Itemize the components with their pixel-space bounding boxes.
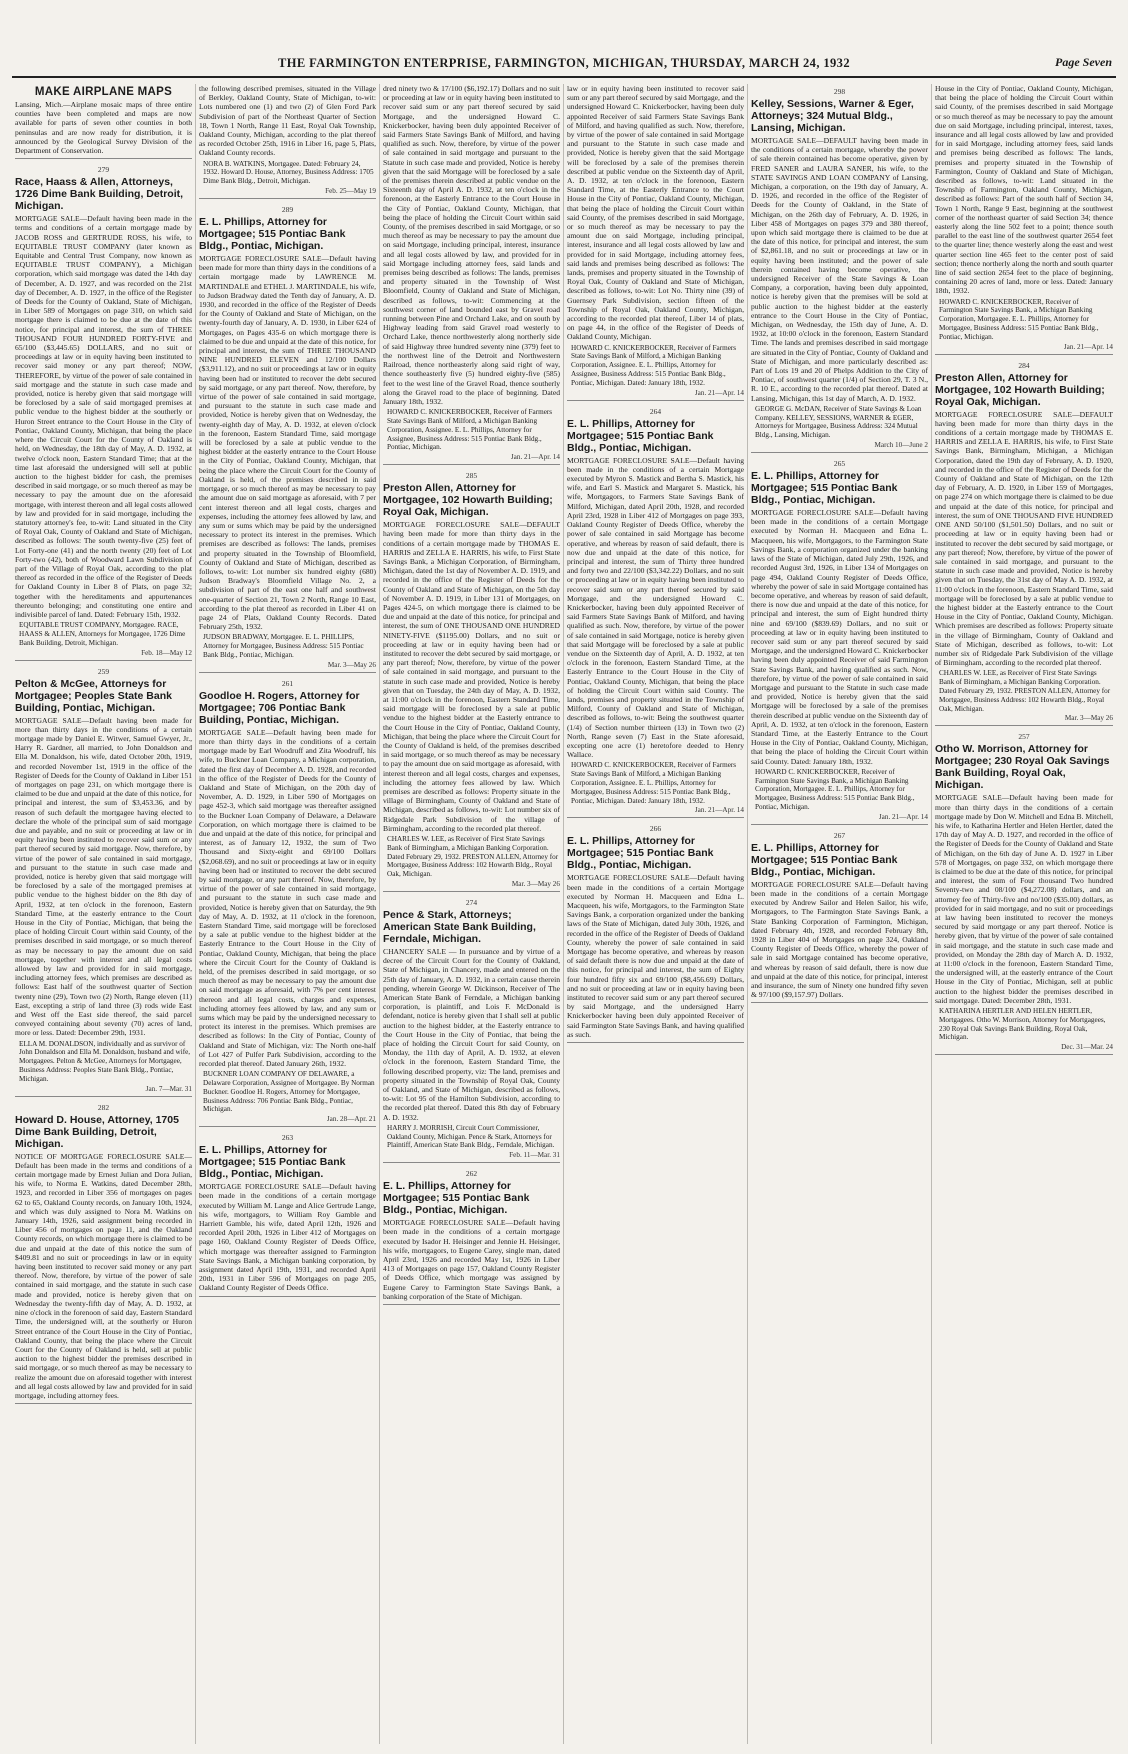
notice-body: MORTGAGE FORECLOSURE SALE—Default having been made in the conditions of a certain mortgage executed by Isador H. Heisinger and Jennie H. Heisinger, his wife, mortgagors, to Eugene Carey, single man, dated April 23rd, 1926 and recorded May 1st, 1926 in Liber 413 of Mortgages on page 157, Oakland County Register of Deeds Office, which mortgage was assigned by Eugene Carey to Farmington State Savings Bank, a banking corporation of the State of Michigan. [383, 1218, 560, 1301]
notice-divider [383, 1162, 560, 1163]
notice-body: MORTGAGE FORECLOSURE SALE—Default having been made in the conditions of a certain Mortgage executed by Norman H. Macqueen and Edna L. Macqueen, his wife, Mortgagors, to the Farmington State Savings Bank, a corporation organized under the banking laws of the State of Michigan, dated July 30th, 1926, and recorded in the office of the Register of Deeds of Oakland County, whereby the power of sale contained in said Mortgage has become operative, and whereas by reason of said default there is now due and unpaid at the date of this notice, for principal and interest, the sum of Eighty four hundred fifty six and 69/100 ($8,456.69) Dollars, and no suit or proceeding at law or in equity having been instituted to recover said sum or any part thereof secured by said Mortgage, and the undersigned Harry Knickerbocker having been duly appointed Receiver of said Farmington State Savings Bank, and having qualified as such. [567, 873, 744, 1039]
column-2 [196, 84, 380, 1744]
notice-signature: CHARLES W. LEE, as Receiver of First State Savings Bank of Birmingham, a Michigan Banking Corporation. Dated February 29, 1932. PRESTON ALLEN, Attorney for Mortgagee, Business Address: 102 Howarth Bldg., Royal Oak, Michigan. [387, 835, 559, 879]
publication-dates: Jan. 21—Apr. 14 [510, 453, 560, 462]
notice-number: 274 [465, 897, 478, 907]
notice-body: House in the City of Pontiac, Oakland County, Michigan, that being the place of holding the Circuit Court within said County, of the premises described in said Mortgage or so much thereof as may be necessary to pay the amount due on said Mortgage, including principal, interest, taxes, insurance and all legal costs allowed by law and provided for in said Mortgage, including attorney fees, said lands and premises being described as follows: The lands, premises and property situated in the Township of Farmington, County of Oakland and State of Michigan, described as follows, to-wit: Land situated in the Township of Farmington, Oakland County, Michigan, described as follows: Part of the south half of Section 34, Town 1 North, Range 9 East, beginning at the southwest corner of the northeast quarter of said Section 34; thence easterly along the line 502 feet to a point; thence south parallel to the east line of the southwest quarter 2654 feet to the quarter line; thence westerly along the east and west quarter section line 465 feet to the center post of said section; thence northerly along the north and south quarter line of said section 2654 feet to the place of beginning, containing 20 acres of land, more or less. Dated: January 18th, 1932. [935, 84, 1113, 296]
newspaper-title: THE FARMINGTON ENTERPRISE, FARMINGTON, MICHIGAN, THURSDAY, MARCH 24, 1932 [278, 56, 850, 70]
notice-divider [199, 1126, 376, 1127]
notice-signature: CHARLES W. LEE, as Receiver of First State Savings Bank of Birmingham, a Michigan Banking Corporation. Dated February 29, 1932. PRESTON ALLEN, Attorney for Mortgagee, Business Address: 102 Howarth Bldg., Royal Oak, Michigan. [939, 669, 1111, 713]
legal-notice [15, 86, 192, 159]
legal-notice [567, 824, 744, 1043]
column-3 [380, 84, 564, 1744]
masthead-rule [12, 76, 1116, 78]
legal-notice [751, 831, 928, 1004]
masthead [0, 0, 1128, 92]
publication-dates: March 10—June 2 [874, 441, 928, 450]
notice-body: dred ninety two & 17/100 ($6,192.17) Dollars and no suit or proceeding at law or in equity having been instituted to recover said sum or any part thereof secured by said Mortgage, and the undersigned Howard C. Knickerbocker, having been duly appointed Receiver of said Farmers State Savings Bank of Milford, and having qualified as such. Now, therefore, by virtue of the power of sale contained in said mortgage and pursuant to the Statute in such case made and provided, Notice is hereby given that the said Mortgage will be foreclosed by a sale of the premises therein described at public vendue on the Sixteenth day of April A. D. 1932, at ten o'clock in the forenoon, at the Easterly Entrance to the Court House in the City of Pontiac, Oakland County, Michigan, that being the place of holding the Circuit Court within said County, of the premises described in said Mortgage, or so much thereof as may be necessary to pay the amount due on said Mortgage, including principal, interest, insurance and all legal costs allowed by law, and provided for in said Mortgage including attorney fees, said lands and premises being described as follows: The lands, premises and property situated in the Township of West Bloomfield, County of Oakland and State of Michigan, described as follows, to-wit: Commencing at the southwest corner of land bounded east by Gravel road running between Pine and Orchard Lake, and on south by Highway leading from said Gravel road westerly to Orchard Lake, thence northwesterly along northerly side of said Highway three hundred seventy nine (379) feet to the northwest line of the Detroit and Northwestern Railroad, thence northeasterly along said right of way, thence southeasterly five (5) hundred eighty-five (585) feet to the west line of the Gravel Road, thence southerly along the Gravel road to the place of beginning. Dated January 18th, 1932. [383, 84, 560, 406]
notice-divider [199, 1296, 376, 1297]
notice-number: 264 [649, 406, 662, 416]
legal-notice [199, 84, 376, 199]
notice-signature: HARRY J. MORRISH, Circuit Court Commissioner, Oakland County, Michigan. Pence & Stark, Attorneys for Plaintiff, American State Bank Bldg., Ferndale, Michigan. [387, 1123, 555, 1150]
notice-headline: MAKE AIRPLANE MAPS [34, 86, 173, 98]
notice-headline: E. L. Phillips, Attorney for Mortgagee; 515 Pontiac Bank Bldg., Pontiac, Michigan. [383, 1180, 530, 1217]
notice-body: MORTGAGE SALE—Default having been made for more than thirty days in the conditions of a certain mortgage made by Don W. Mitchell and Edna B. Mitchell, his wife, to Katharina Hertler and Helen Hertler, dated the 17th day of May A. D. 1927, and recorded in the office of the Register of Deeds for the County of Oakland and State of Michigan, on the 6th day of June A. D. 1927 in Liber 578 of Mortgages, on page 332, on which mortgage there is claimed to be due at the date of this notice, for principal and interest, the sum of Four thousand Two hundred Seventy-two and 08/100 ($4,272.08) dollars, and an attorney fee of Thirty-five and no/100 ($35.00) dollars, as provided for in said mortgage, and no suit or proceedings at law having been instituted to recover the moneys secured by said mortgage or any part thereof. Notice is hereby given, that by virtue of the power of sale contained in said mortgage, and the statute in such case made and provided, on Monday the 28th day of March A. D. 1932, at 11:00 o'clock in the forenoon, Eastern Standard Time, the undersigned will, at the easterly entrance of the Court House in the City of Pontiac, Michigan, sell at public auction to the highest bidder the premises described in said mortgage. Dated: December 28th, 1931. [935, 793, 1113, 1005]
legal-notice [199, 205, 376, 673]
page-number: Page Seven [1055, 55, 1112, 69]
notice-number: 285 [465, 471, 478, 481]
notice-signature: EQUITABLE TRUST COMPANY, Mortgagee. RACE, HAASS & ALLEN, Attorneys for Mortgagee, 1726 Dime Bank Building, Detroit, Michigan. [19, 621, 186, 647]
notice-divider [567, 817, 744, 818]
publication-dates: Mar. 3—May 26 [327, 660, 376, 669]
notice-signature: HOWARD C. KNICKERBOCKER, Receiver of Farmers State Savings Bank of Milford, a Michigan Banking Corporation, Assignee. E. L. Phillips, Attorney for Mortgagee, Business Address: 515 Pontiac Bank Bldg., Pontiac, Michigan. Dated: January 18th, 1932. [571, 761, 737, 805]
notice-number: 265 [833, 459, 846, 469]
legal-notice [935, 732, 1113, 1055]
notice-body: MORTGAGE SALE—Default having been made in the terms and conditions of a certain mortgage made by JACOB ROSS and GERTRUDE ROSS, his wife, to EQUITABLE TRUST COMPANY (later known as Equitable and Central Trust Company, now known as EQUITABLE TRUST COMPANY), a Michigan corporation, which said mortgage was dated the 14th day of December, A. D. 1927, and was recorded on the 21st day of December, A. D. 1927, in the office of the Register of Deeds for the County of Oakland, State of Michigan, in Liber 589 of Mortgages on page 310, on which said mortgage there is claimed to be due at the date of this notice, for principal and interest, the sum of THREE THOUSAND FOUR HUNDRED FORTY-FIVE and 65/100 ($3,445.65) DOLLARS, and no suit or proceedings at law or in equity having been instituted to recover said money or any part thereof; NOW, THEREFORE, by virtue of the power of sale contained in said mortgage and the statute in such case made and provided, notice is hereby given that said mortgage will be foreclosed by a sale of said mortgaged premises at public vendue to the highest bidder at the southerly or Huron Street entrance to the Court House in the City of Pontiac, Oakland County, Michigan, that being the place where the Circuit Court for the County of Oakland is held, on Wednesday, the 18th day of May, A. D. 1932, at twelve o'clock noon, Eastern Standard Time; that at the time last aforesaid the undersigned will sell at public auction to the highest bidder for cash, the premises described in said mortgage, or so much thereof as may be necessary to pay the amount due on the aforesaid mortgage, with interest thereon and all legal costs allowed by law and provided for in said mortgage, including the statutory attorney's fee, to-wit: Land situated in the City of Royal Oak, County of Oakland and State of Michigan, described as follows: The south twenty-five (25) feet of Lot Forty-one (41) and the north twenty (20) feet of Lot Forty-two (42), both of Woodward Lawn Subdivision of part of the Village of Royal Oak, according to the plat thereof as recorded in the office of the Register of Deeds for Oakland County in Liber 8 of Plats, on page 32; together with the hereditaments and appurtenances thereunto belonging; and constituting one entire and indivisible parcel of land. Dated: February 15th, 1932. [15, 214, 192, 619]
notice-number: 267 [833, 830, 846, 840]
column-4 [564, 84, 748, 1744]
legal-notice [199, 679, 376, 1128]
legal-notice [383, 471, 560, 892]
notice-headline: E. L. Phillips, Attorney for Mortgagee; 515 Pontiac Bank Bldg., Pontiac, Michigan. [751, 470, 898, 507]
legal-notice [567, 84, 744, 401]
notice-number: 298 [833, 87, 846, 96]
notice-headline: Kelley, Sessions, Warner & Eger, Attorneys; 324 Mutual Bldg., Lansing, Michigan. [751, 98, 914, 134]
notice-number: 279 [97, 165, 110, 175]
publication-dates: Jan. 7—Mar. 31 [145, 1084, 192, 1093]
notice-signature: HOWARD C. KNICKERBOCKER, Receiver of Farmers State Savings Bank of Milford, a Michigan Banking Corporation, Assignee. E. L. Phillips, Attorney for Assignee, Business Address: 515 Pontiac Bank Bldg., Pontiac, Michigan. [387, 408, 553, 452]
notice-divider [15, 1096, 192, 1097]
notice-divider [383, 464, 560, 465]
notice-body: MORTGAGE SALE—Default having been made for more than thirty days in the conditions of a certain mortgage made by Earl Woodruff and Zita Woodruff, his wife, to Buckner Loan Company, a Michigan corporation, dated the first day of December A. D. 1928, and recorded in the office of the Register of Deeds for the County of Oakland and State of Michigan, on the 20th day of November, A. D. 1929, in Liber 590 of Mortgages on page 452-3, which said mortgage was thereafter assigned to the Buckner Loan Company of Delaware, a Delaware Corporation, on which mortgage there is claimed to be due and unpaid at the date of this notice, for principal and interest, as of January 12, 1932, the sum of Two Thousand and Sixty-eight and 69/100 Dollars ($2,068.69), and no suit or proceedings at law or in equity having been had or instituted to recover the debt secured by said mortgage, or any part thereof. Now, therefore, by virtue of the power of sale contained in said mortgage, and pursuant to the statute in such case made and provided, Notice is hereby given that on Saturday, the 9th day of May, A. D. 1932, at 11 o'clock in the forenoon, Eastern Standard Time, said mortgage will be foreclosed by a sale at public vendue to the highest bidder at the Easterly Entrance to the Court House in the City of Pontiac, Oakland County, Michigan, that being the place where the Circuit Court for the County of Oakland is held, of the premises described in said mortgage, or so much thereof as may be necessary to pay the amount due on said mortgage as aforesaid, with 7% per cent interest thereon and all legal costs, charges and expenses, including attorney fees allowed by law, and any sum or sums which may be paid by the undersigned necessary to protect its interest in the premises. Which premises are described as follows: In the City of Pontiac, County of Oakland and State of Michigan, viz: The North one-half of Lot 427 of Pulfer Park Subdivision, according to the recorded plat thereof. Dated January 26th, 1932. [199, 727, 376, 1069]
notice-headline: Preston Allen, Attorney for Mortgagee, 102 Howarth Building; Royal Oak, Michigan. [935, 371, 1105, 408]
legal-notice [935, 361, 1113, 727]
notice-divider [935, 1054, 1113, 1055]
notice-signature: HOWARD C. KNICKERBOCKER, Receiver of Farmers State Savings Bank of Milford, a Michigan Banking Corporation, Assignee. E. L. Phillips, Attorney for Assignee, Business Address: 515 Pontiac Bank Bldg., Pontiac, Michigan. Dated: January 18th, 1932. [571, 343, 737, 387]
notice-body: CHANCERY SALE — In pursuance and by virtue of a decree of the Circuit Court for the County of Oakland, State of Michigan, in Chancery, made and entered on the 25th day of January, A. D. 1932, in a certain cause therein pending, wherein George W. Dickinson, Receiver of The American State Bank of Ferndale, a Michigan banking corporation, is plaintiff, and Lois F. McDonald is defendant, notice is hereby given that I shall sell at public auction to the highest bidder, at the Easterly entrance to the Court House in the City of Pontiac, that being the place of holding the Circuit Court for said County, on Monday, the 11th day of April, A. D. 1932, at eleven o'clock in the forenoon, Eastern Standard Time, the following described property, viz: The land, premises and property situated in the Township of Royal Oak, County of Oakland, and State of Michigan, described as follows, to-wit: Lot 95 of the Hamilton Subdivision, according to the recorded plat thereof. Dated this 8th day of February A. D. 1932. [383, 946, 560, 1122]
notice-number: 282 [97, 1102, 110, 1112]
notice-signature: JUDSON BRADWAY, Mortgagee. E. L. PHILLIPS, Attorney for Mortgagee, Business Address: 515 Pontiac Bank Bldg., Pontiac, Michigan. [203, 633, 364, 659]
column-5 [748, 84, 932, 1744]
notice-headline: Pence & Stark, Attorneys; American State Bank Building, Ferndale, Michigan. [383, 908, 536, 945]
notice-headline: Goodloe H. Rogers, Attorney for Mortgagee; 706 Pontiac Bank Building, Pontiac, Michigan. [199, 689, 360, 726]
publication-dates: Jan. 21—Apr. 14 [1063, 342, 1113, 351]
notice-body: law or in equity having been instituted to recover said sum or any part thereof secured by said Mortgage, and the undersigned Howard C. Knickerbocker, having been duly appointed Receiver of said Farmers State Savings Bank of Milford, and having qualified as such. Now, therefore, by virtue of the power of sale contained in said Mortgage and pursuant to the Statute in such case made and provided, Notice is hereby given that the said Mortgage will be foreclosed by a sale of the premises therein described at public vendue on the Sixteenth day of April, A. D. 1932, at ten o'clock in the forenoon, Eastern Standard Time, at the Easterly Entrance to the Court House in the City of Pontiac, Oakland County, Michigan, that being the place of holding the Circuit Court within said County, of the premises described in said Mortgage, or so much thereof as may be necessary to pay the amount due on said Mortgage, including principal, interest, insurance and all legal costs allowed by law and provided for in said Mortgage, including attorney fees, said lands and premises being described as follows: The lands, premises and property situated in the Township of Royal Oak, County of Oakland and State of Michigan, described as follows, to-wit: Lot No. Thirty nine (39) of Guernsey Park Subdivision, section fifteen of the Township of Royal Oak, Oakland County, Michigan, according to the recorded plat thereof, Liber 14 of plats, on page 44, in the office of the Register of Deeds of Oakland County, Michigan. [567, 84, 744, 342]
legal-notice [383, 898, 560, 1163]
column-1 [12, 84, 196, 1744]
notice-number: 261 [281, 678, 294, 688]
notice-body: MORTGAGE FORECLOSURE SALE—Default having been made in the conditions of a certain Mortgage executed by Andrew Sailor and Helen Sailor, his wife, Mortgagors, to The Farmington State Savings Bank, a State Banking Corporation of Farmington, Michigan, dated February 4th, 1928, and recorded February 8th, 1928 in Liber 404 of Mortgages on page 324, Oakland County Register of Deeds Office, whereby the power of sale in said Mortgage contained has become operative, and whereas by reason of said default, there is now due and unpaid at the date of this notice, for principal, interest and insurance, the sum of Ninety one hundred fifty seven & 97/100 ($9,157.97) Dollars. [751, 879, 928, 1000]
notice-body: MORTGAGE FORECLOSURE SALE—Default having been made in the conditions of a certain mortgage executed by William M. Lange and Alice Gertrude Lange, his wife, mortgagors, to William Roy Gamble and Harriett Gamble, his wife, dated April 12th, 1926 and recorded April 20th, 1926 in Liber 412 of Mortgages on page 160, Oakland County Register of Deeds Office, which mortgage was thereafter assigned to Farmington State Savings Bank, a Michigan banking corporation, by assignment dated April 19th, 1931, and recorded April 20th, 1931 in Liber 596 of Mortgages on page 205, Oakland County Register of Deeds Office. [199, 1182, 376, 1293]
notice-signature: KATHARINA HERTLER AND HELEN HERTLER, Mortgagees. Otho W. Morrison, Attorney for Mortgagees, 230 Royal Oak Savings Bank Building, Royal Oak, Michigan. [939, 1007, 1106, 1042]
notice-headline: Otho W. Morrison, Attorney for Mortgagee; 230 Royal Oak Savings Bank Building, Royal Oak, Michigan. [935, 743, 1110, 792]
notice-divider [935, 354, 1113, 355]
notice-headline: Howard D. House, Attorney, 1705 Dime Bank Building, Detroit, Michigan. [15, 1113, 179, 1150]
notice-divider [15, 1403, 192, 1404]
notice-divider [751, 452, 928, 453]
notice-signature: ELLA M. DONALDSON, individually and as survivor of John Donaldson and Ella M. Donaldson, husband and wife, Mortgagees. Pelton & McGee, Attorneys for Mortgagee, Business Address: Peoples State Bank Bldg., Pontiac, Michigan. [19, 1039, 191, 1083]
notice-headline: E. L. Phillips, Attorney for Mortgagee; 515 Pontiac Bank Bldg., Pontiac, Michigan. [567, 417, 714, 454]
notice-divider [199, 198, 376, 199]
columns [12, 84, 1116, 1744]
notice-headline: E. L. Phillips, Attorney for Mortgagee; 515 Pontiac Bank Bldg., Pontiac, Michigan. [751, 841, 898, 878]
publication-dates: Dec. 31—Mar. 24 [1061, 1043, 1113, 1052]
legal-notice [567, 407, 744, 819]
notice-divider [567, 1042, 744, 1043]
notice-body: MORTGAGE SALE—Default having been made for more than thirty days in the conditions of a certain mortgage made by Daniel E. Witwer, Samuel Gwyer, Jr., Harry R. Gardner, all married, to John Donaldson and Ella M. Donaldson, his wife, dated October 20th, 1919, and recorded November 1st, 1919 in the office of the Register of Deeds for the County of Oakland in Liber 151 of mortgages on page 231, on which mortgage there is claimed to be due and unpaid at the date of this notice, for principal and interest, the sum of $3,453.36, and by reason of such default the mortgagee having elected to declare the whole of the principal sum of said mortgage due and payable, and no suit or proceeding at law or in equity having been instituted to recover said sum or any part thereof secured by said mortgage. Now, therefore, by virtue of the power of sale contained in said mortgage, and pursuant to the statute in such case made and provided, notice is hereby given that said mortgage will be foreclosed by a sale of the mortgaged premises at public vendue to the highest bidder on the 8th day of April, 1932, at ten o'clock in the forenoon, Eastern Standard Time, at the easterly entrance to the Court House in the City of Pontiac, Michigan, that being the place of holding Circuit Court within said County, of the premises described in said mortgage, or so much thereof as may be necessary to pay the amount due on said mortgage, together with interest and all legal costs allowed by law and provided for in said mortgage, including attorney fees, which premises are described as follows: East half of the southwest quarter of Section twenty nine (29), Town two (2) North, Range eleven (11) East, excepting a strip of land three (3) rods wide East and West off the East side thereof, the said parcel conveyed containing about seventy (70) acres of land, more or less. Dated: December 29th, 1931. [15, 715, 192, 1038]
notice-body: MORTGAGE FORECLOSURE SALE—Default having been made for more than thirty days in the conditions of a certain mortgage made by LAWRENCE M. MARTINDALE and ETHEL J. MARTINDALE, his wife, to Judson Bradway dated the Tenth day of January, A. D. 1930, and recorded in the office of the Register of Deeds for the County of Oakland and State of Michigan, on the twenty-fourth day of January, A. D. 1930, in Liber 624 of Mortgages, on Pages 435-6 on which mortgage there is claimed to be due and unpaid at the date of this notice, for principal and interest, the sum of THREE THOUSAND NINE HUNDRED ELEVEN and 12/100 Dollars ($3,911.12), and no suit or proceedings at law or in equity having been had or instituted to recover the debt secured by said mortgage, or any part thereof. Now, therefore, by virtue of the power of sale contained in said mortgage, and pursuant to the statute in such case made and provided, Notice is hereby given that on Wednesday, the twenty-eighth day of May, A. D. 1932, at eleven o'clock in the forenoon, Eastern Standard Time, said mortgage will be foreclosed by a sale at public vendue to the highest bidder at the easterly entrance to the Court House in the City of Pontiac, Oakland County, Michigan, that being the place where the Circuit Court for the County of Oakland is held, of the premises described in said mortgage, or so much thereof as may be necessary to pay the amount due on said mortgage as aforesaid, with 7 per cent interest thereon and all legal costs, charges and expenses, including the attorney fees allowed by law, and any sum or sums which may be paid by the undersigned necessary to protect its interest in the premises. Which premises are described as follows: The lands, premises and property situated in the Township of Bloomfield, County of Oakland and State of Michigan, described as follows, to-wit: Lot number six hundred eighty (680) Judson Bradway's Bloomfield Village No. 2, a subdivision of part of the east one half and southwest one-quarter of Section 21, Town 2 North, Range 10 East, according to the plat thereof as recorded in Liber 41 on page 24 of Plats, Oakland County Records. Dated February 25th, 1932. [199, 254, 376, 632]
notice-divider [751, 1002, 928, 1003]
notice-number: 262 [465, 1169, 478, 1179]
notice-number: 266 [649, 824, 662, 834]
legal-notice [199, 1133, 376, 1296]
legal-notice [751, 87, 928, 453]
publication-dates: Jan. 21—Apr. 14 [694, 388, 744, 397]
legal-notice [15, 667, 192, 1097]
publication-dates: Jan. 21—Apr. 14 [694, 806, 744, 815]
notice-body: MORTGAGE FORECLOSURE SALE—DEFAULT having been made for more than thirty days in the conditions of a certain mortgage made by THOMAS E. HARRIS and ZELLA E. HARRIS, his wife, to First State Savings Bank, a Michigan Corporation, of Birmingham, Michigan, dated the 1st day of November A. D. 1919, and recorded in the office of the Register of Deeds for the County of Oakland and State of Michigan, on the 5th day of November A. D. 1919, in Liber 131 of Mortgages, on Pages 424-5, on which mortgage there is claimed to be due and unpaid at the date of this notice, for principal and interest, the sum of ONE THOUSAND ONE HUNDRED NINETY-FIVE ($1195.00) Dollars, and no suit or proceeding at law or in equity having been had or instituted to recover the debt secured by said mortgage, or any part thereof; Now, therefore, by virtue of the power of sale contained in said mortgage, and pursuant to the statute in such case made and provided, Notice is hereby given that on Tuesday, the 24th day of May, A. D. 1932, at 11:00 o'clock in the forenoon, Eastern Standard Time, said mortgage will be foreclosed by a sale at public vendue to the highest bidder at the Easterly entrance to the Court House in the City of Pontiac, Oakland County, Michigan, that being the place where the Circuit Court for the County of Oakland is held, of the premises described in said mortgage, or so much thereof as may be necessary to pay the amount due on said mortgage as aforesaid, with interest thereon and all legal costs, charges and expenses, including the attorney fees allowed by law. Which premises are described as follows: Property situate in the village of Birmingham, County of Oakland and State of Michigan, described as follows, to-wit: Lot number six of Ridgedale Park Subdivision of the village of Birmingham, according to the recorded plat thereof. [383, 520, 560, 833]
notice-signature: HOWARD C. KNICKERBOCKER, Receiver of Farmington State Savings Bank, a Michigan Banking Corporation, Mortgagee. E. L. Phillips, Attorney for Mortgagee, Business Address: 515 Pontiac Bank Bldg., Pontiac, Michigan. [755, 767, 915, 811]
notice-divider [567, 400, 744, 401]
notice-divider [15, 660, 192, 661]
notice-number: 259 [97, 666, 110, 676]
legal-notice [15, 165, 192, 660]
notice-body: MORTGAGE FORECLOSURE SALE—Default having been made in the conditions of a certain Mortgage executed by Norman H. Macqueen and Edna L. Macqueen, his wife, Mortgagors, to the Farmington State Savings Bank, a corporation organized under the banking laws of the State of Michigan, dated July 29th, 1926, and recorded August 3rd, 1926, in Liber 134 of Mortgages on page 494, Oakland County Register of Deeds Office, whereby the power of sale in said Mortgage contained has become operative, and whereas by reason of said default, there is now due and unpaid at the date of this notice, for principal and interest, the sum of Eight hundred thirty nine and 69/100 ($839.69) Dollars, and no suit or proceeding at law or in equity having been instituted to recover said sum or any part thereof secured by said Mortgage, and the undersigned Howard C. Knickerbocker having been duly appointed Receiver of said Farmington State Savings Bank, and having qualified as such. Now, therefore, by virtue of the power of sale contained in said Mortgage and pursuant to the Statute in such case made and provided, Notice is hereby given that the said Mortgage will be foreclosed by a sale of the premises therein described at public vendue on the Sixteenth day of April, A. D. 1932, at ten o'clock in the forenoon, Eastern Standard Time, at the Easterly Entrance to the Court House in the City of Pontiac, Oakland County, Michigan, that being the place of holding the Circuit Court within said County. Dated: January 18th, 1932. [751, 508, 928, 766]
notice-headline: E. L. Phillips, Attorney for Mortgagee; 515 Pontiac Bank Bldg., Pontiac, Michigan. [199, 216, 346, 253]
publication-dates: Mar. 3—May 26 [511, 879, 560, 888]
notice-headline: E. L. Phillips, Attorney for Mortgagee; 515 Pontiac Bank Bldg., Pontiac, Michigan. [567, 835, 714, 872]
notice-number: 263 [281, 1133, 294, 1143]
notice-divider [199, 672, 376, 673]
publication-dates: Feb. 25—May 19 [325, 187, 376, 196]
publication-dates: Mar. 3—May 26 [1064, 714, 1113, 723]
notice-headline: E. L. Phillips, Attorney for Mortgagee; 515 Pontiac Bank Bldg., Pontiac, Michigan. [199, 1144, 346, 1181]
notice-number: 257 [1018, 732, 1030, 742]
notice-signature: HOWARD C. KNICKERBOCKER, Receiver of Farmington State Savings Bank, a Michigan Banking Corporation, Mortgagee. E. L. Phillips, Attorney for Mortgagee, Business Address: 515 Pontiac Bank Bldg., Pontiac, Michigan. [939, 297, 1099, 341]
notice-body: MORTGAGE FORECLOSURE SALE—DEFAULT having been made for more than thirty days in the conditions of a certain mortgage made by THOMAS E. HARRIS and ZELLA E. HARRIS, his wife, to First State Savings Bank, Birmingham, Michigan, a Michigan Corporation, dated the 19th day of February, A. D. 1920, and recorded in the office of the Register of Deeds for the County of Oakland and State of Michigan, on the 12th day of February, A. D. 1920, in Liber 159 of Mortgages, on page 274 on which mortgage there is claimed to be due and unpaid at the date of this notice, for principal and interest, the sum of ONE THOUSAND FIVE HUNDRED ONE AND 50/100 ($1,501.50) Dollars, and no suit or proceeding at law or in equity having been had or instituted to recover the debt secured by said mortgage, or any part thereof; Now, therefore, by virtue of the power of sale contained in said mortgage, and pursuant to the statute in such case made and provided, Notice is hereby given that on Tuesday, the 31st day of May A. D. 1932, at 11:00 o'clock in the forenoon, Eastern Standard Time, said mortgage will be foreclosed by a sale at public vendue to the highest bidder at the Easterly entrance to the Court House in the City of Pontiac, Oakland County, Michigan. Which premises are described as follows: Property situate in the village of Birmingham, County of Oakland and State of Michigan, described as follows, to-wit: Lot number six of Ridgedale Park Subdivision of the village of Birmingham, according to the recorded plat thereof. [935, 409, 1113, 668]
notice-divider [751, 824, 928, 825]
notice-body: the following described premises, situated in the Village of Berkley, Oakland County, State of Michigan, to-wit: Lots numbered one (1) and two (2) of Glen Ford Park Subdivision of part of the Northeast Quarter of Section 18, Town 1 North, Range 11 East, Royal Oak Township, Oakland County, Michigan, according to the plat thereof as recorded October 25th, 1916 in Liber 16, page 5, Plats, Oakland County records. [199, 84, 376, 158]
notice-signature: GEORGE G. McDAN, Receiver of State Savings & Loan Company. KELLEY, SESSIONS, WARNER & EGER, Attorneys for Mortgagee, Business Address: 324 Mutual Bldg., Lansing, Michigan. [755, 404, 922, 440]
notice-divider [935, 725, 1113, 726]
publication-dates: Jan. 21—Apr. 14 [878, 812, 928, 821]
notice-signature: NORA B. WATKINS, Mortgagee. Dated: February 24, 1932. Howard D. House, Attorney, Business Address: 1705 Dime Bank Bldg., Detroit, Michigan. [203, 159, 374, 186]
notice-headline: Race, Haass & Allen, Attorneys, 1726 Dime Bank Building, Detroit, Michigan. [15, 176, 184, 213]
notice-number: 284 [1018, 360, 1030, 370]
notice-body: MORTGAGE SALE—DEFAULT having been made in the conditions of a certain mortgage, whereby the power of sale therein contained has become operative, given by FRED SANER and LAURA SANER, his wife, to the STATE SAVINGS AND LOAN COMPANY of Lansing, Michigan, a corporation, on the 19th day of January, A. D. 1926, and recorded in the office of the Register of Deeds for the County of Oakland, in the State of Michigan, on the 26th day of February, A. D. 1926, in Liber 458 of Mortgages on pages 379 and 380 thereof, upon which said mortgage there is claimed to be due at the date of this notice, for principal and interest, the sum of $2,861.18, and no suit or proceedings at law or in equity having been instituted; and the power of sale therein contained having become operative, the undersigned Receiver of the State Savings & Loan Company, a corporation, having been duly appointed, notice is hereby given that the premises will be sold at public auction to the highest bidder at the easterly entrance to the Court House in the City of Pontiac, Michigan, on Wednesday, the 15th day of June, A. D. 1932, at 10:00 o'clock in the forenoon, Eastern Standard Time. The lands and premises described in said mortgage are situated in the City of Pontiac, County of Oakland and State of Michigan, and more particularly described as: Part of Lots 19 and 20 of Phelps Addition to the City of Pontiac, of southwest quarter (1/4) of Section 29, T. 3 N., R. 10 E., according to the recorded plat thereof. Dated at Lansing, Michigan, this 1st day of March, A. D. 1932. [751, 136, 928, 403]
notice-body: MORTGAGE FORECLOSURE SALE—Default having been made in the conditions of a certain Mortgage executed by Myron S. Mastick and Bertha S. Mastick, his wife, and Earl S. Mastick and Margaret S. Mastick, his wife, Mortgagors, to Farmers State Savings Bank of Milford, Michigan, dated April 20th, 1928, and recorded April 23rd, 1928 in Liber 412 of Mortgages on page 393, Oakland County Register of Deeds Office, whereby the power of sale contained in said Mortgage has become operative, and whereas by reason of said default, there is now due and unpaid at the date of this notice, for principal and interest, the sum of Thirty three hundred and forty two and 22/100 ($3,342.22) Dollars, and no suit or proceeding at law or in equity having been instituted to recover said sum or any part thereof secured by said Mortgage, and the undersigned Howard C. Knickerbocker, having been duly appointed Receiver of said Farmers State Savings Bank of Milford, and having qualified as such. Now, therefore, by virtue of the power of sale contained in said Mortgage, notice is hereby given that said Mortgage will be foreclosed by a sale at public vendue on the Sixteenth day of April, A. D. 1932, at ten o'clock in the forenoon, Eastern Standard Time, at the Easterly Entrance to the Court House in the City of Pontiac, Oakland County, Michigan, that being the place of holding the Circuit Court within said County. The lands, premises and property situated in the Township of Milford, County of Oakland and State of Michigan, described as follows, to-wit: Being the southwest quarter (1/4) of Section number thirteen (13) in Town two (2) North, Range seven (7) East in the State aforesaid, excepting one acre (1) heretofore deeded to Henry Wallace. [567, 455, 744, 760]
notice-headline: Pelton & McGee, Attorneys for Mortgagee; Peoples State Bank Building, Pontiac, Michigan. [15, 677, 172, 714]
legal-notice [935, 84, 1113, 355]
legal-notice [383, 84, 560, 465]
notice-headline: Preston Allen, Attorney for Mortgagee, 102 Howarth Building; Royal Oak, Michigan. [383, 482, 553, 519]
column-6 [932, 84, 1116, 1744]
notice-body: NOTICE OF MORTGAGE FORECLOSURE SALE—Default has been made in the terms and conditions of a certain mortgage made by Ernest Julian and Dora Julian, his wife, to Norma E. Watkins, dated December 28th, 1923, and recorded in Liber 356 of mortgages on pages 62 to 65, Oakland County records, on January 10th, 1924, and which was duly assigned to Nora M. Watkins on January 14th, 1926, said assignment being recorded in Liber 456 of mortgages on page 11, and the Oakland County records, on which mortgage there is claimed to be due and unpaid at the date of this notice the sum of $409.81 and no suit or proceedings in law or in equity having been instituted to recover said money or any part thereof. Now, therefore, by virtue of the power of sale contained in said mortgage, and the statute in such case made and provided, notice is hereby given that on Wednesday the twenty-fifth day of May, A. D. 1932, at nine o'clock in the forenoon of said day, Eastern Standard Time, the undersigned will, at the southerly or Huron Street entrance of the Court House in the City of Pontiac, Oakland County, that being the place where the Circuit Court for the County of Oakland is held, sell at public auction to the highest bidder the premises described in said mortgage, or so much thereof as may be necessary to realize the amount due on aforesaid together with interest and all legal costs allowed by law and provided for in said mortgage, including attorney fees. [15, 1151, 192, 1400]
notice-divider [383, 891, 560, 892]
publication-dates: Feb. 11—Mar. 31 [509, 1151, 560, 1160]
legal-notice [751, 459, 928, 825]
legal-notice [15, 1103, 192, 1404]
notice-signature: BUCKNER LOAN COMPANY OF DELAWARE, a Delaware Corporation, Assignee of Mortgagee. By Norman Buckner. Goodloe H. Rogers, Attorney for Mortgagee, Business Address: 706 Pontiac Bank Bldg., Pontiac, Michigan. [203, 1070, 375, 1114]
legal-notice [383, 1169, 560, 1305]
publication-dates: Feb. 18—May 12 [141, 648, 192, 657]
publication-dates: Jan. 28—Apr. 21 [326, 1115, 376, 1124]
notice-divider [383, 1304, 560, 1305]
notice-body: Lansing, Mich.—Airplane mosaic maps of three entire counties have been completed and maps are now available for parts of seven other counties in both peninsulas and are now ready for distribution, it is announced by the Geological Survey Division of the Department of Conservation. [15, 100, 192, 156]
notice-number: 289 [281, 205, 294, 215]
notice-divider [15, 158, 192, 159]
